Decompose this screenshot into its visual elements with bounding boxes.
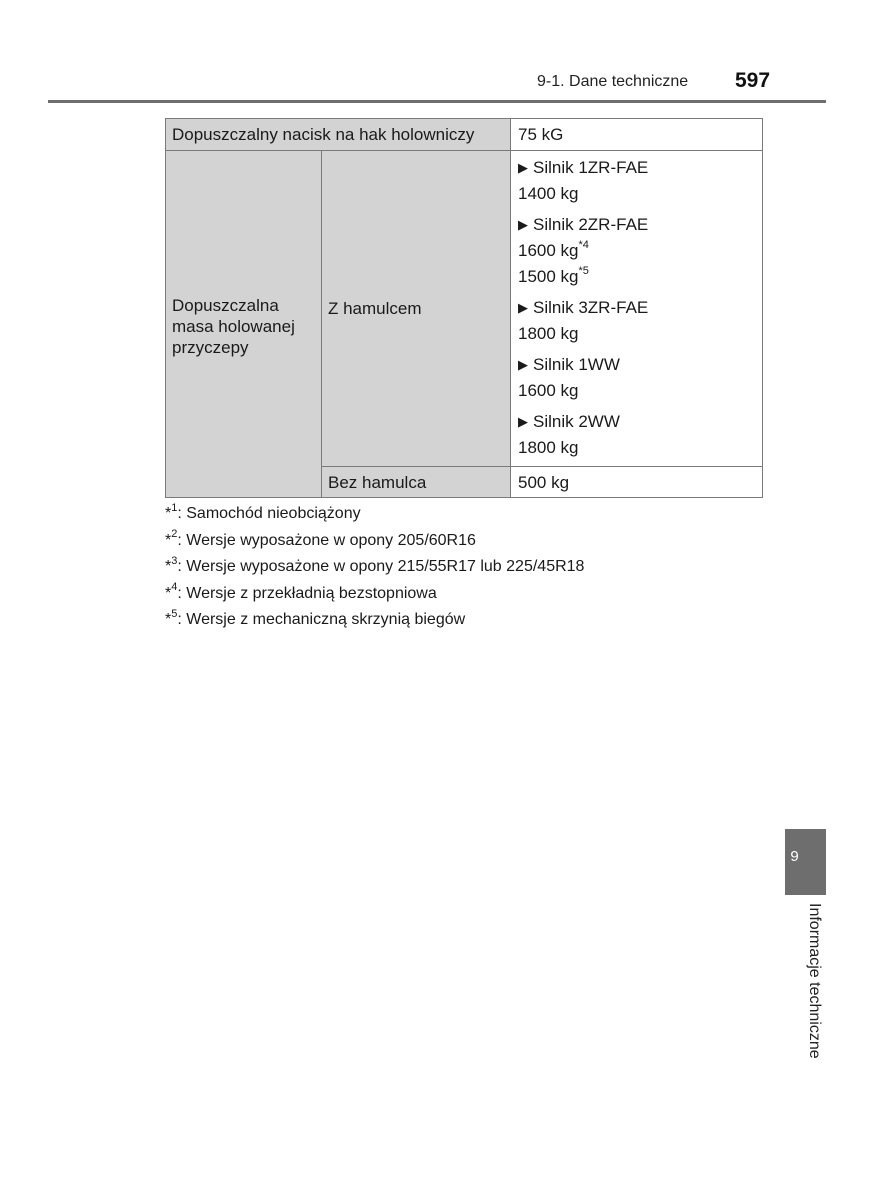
hook-load-value: 75 kG [511, 119, 763, 151]
engine-list [518, 155, 755, 461]
footnote-number: 5 [171, 607, 178, 620]
engine-mass-value [518, 264, 755, 290]
engine-name-line [518, 212, 755, 238]
footnote-mark: * [165, 531, 172, 549]
footnote [165, 607, 584, 634]
section-title: 9-1. Dane techniczne [537, 73, 689, 90]
footnote-text: : Wersje z mechaniczną skrzynią biegów [177, 611, 466, 628]
mass-text: 1400 kg [518, 184, 579, 203]
mass-text: 1600 kg [518, 381, 579, 400]
footnote-number: 1 [171, 501, 178, 514]
engine-block [518, 212, 755, 290]
engine-block [518, 352, 755, 404]
footnote-text: : Wersje wyposażone w opony 205/60R16 [177, 531, 476, 549]
footnotes [165, 501, 584, 634]
triangle-right-icon: ▶ [518, 357, 528, 372]
without-brake-value: 500 kg [511, 467, 763, 498]
footnote-number: 2 [171, 528, 178, 541]
footnote-ref: *5 [578, 265, 589, 278]
triangle-right-icon: ▶ [518, 414, 528, 429]
engine-mass-value [518, 181, 755, 207]
table-row-hook-load [166, 119, 763, 151]
footnote [165, 554, 584, 581]
engine-name: Silnik 2ZR-FAE [533, 215, 649, 234]
engine-mass-value [518, 378, 755, 404]
footnote-text: : Samochód nieobciążony [177, 505, 361, 522]
chapter-label: Informacje techniczne [806, 903, 823, 1059]
mass-text: 1600 kg [518, 241, 579, 260]
engine-mass-value [518, 321, 755, 347]
engine-name-line [518, 155, 755, 181]
engine-name-line [518, 352, 755, 378]
footnote-number: 3 [171, 554, 178, 567]
engine-block [518, 295, 755, 347]
engine-name: Silnik 2WW [533, 412, 620, 431]
chapter-tab [785, 829, 826, 895]
mass-text: 1800 kg [518, 438, 579, 457]
engine-name: Silnik 1WW [533, 355, 620, 374]
table-row-with-brake [166, 151, 763, 467]
engine-name-line [518, 409, 755, 435]
engine-block [518, 409, 755, 461]
towing-spec-table [165, 118, 763, 498]
engine-name-line [518, 295, 755, 321]
footnote-mark: * [165, 611, 172, 628]
trailer-mass-label: Dopuszczalna masa holowanej przyczepy [166, 151, 322, 498]
footnote [165, 581, 584, 608]
mass-text: 1800 kg [518, 324, 579, 343]
footnote-mark: * [165, 505, 172, 522]
triangle-right-icon: ▶ [518, 300, 528, 315]
with-brake-label: Z hamulcem [322, 151, 511, 467]
header-rule [48, 100, 826, 103]
footnote-mark: * [165, 558, 172, 575]
footnote-text: : Wersje z przekładnią bezstopniowa [177, 584, 437, 602]
triangle-right-icon: ▶ [518, 217, 528, 232]
footnote [165, 528, 584, 555]
footnote [165, 501, 584, 528]
footnote-number: 4 [171, 581, 178, 594]
footnote-mark: * [165, 584, 172, 602]
hook-load-label: Dopuszczalny nacisk na hak holowniczy [166, 119, 511, 151]
footnote-text: : Wersje wyposażone w opony 215/55R17 lub 225/45R18 [177, 558, 585, 575]
chapter-number: 9 [790, 848, 799, 865]
engine-name: Silnik 1ZR-FAE [533, 158, 649, 177]
engine-name: Silnik 3ZR-FAE [533, 298, 649, 317]
engine-mass-value [518, 435, 755, 461]
engine-block [518, 155, 755, 207]
triangle-right-icon: ▶ [518, 160, 528, 175]
engine-list-cell [511, 151, 763, 467]
without-brake-label: Bez hamulca [322, 467, 511, 498]
engine-mass-value [518, 238, 755, 264]
mass-text: 1500 kg [518, 267, 579, 286]
footnote-ref: *4 [578, 239, 589, 252]
page-number: 597 [735, 69, 771, 92]
